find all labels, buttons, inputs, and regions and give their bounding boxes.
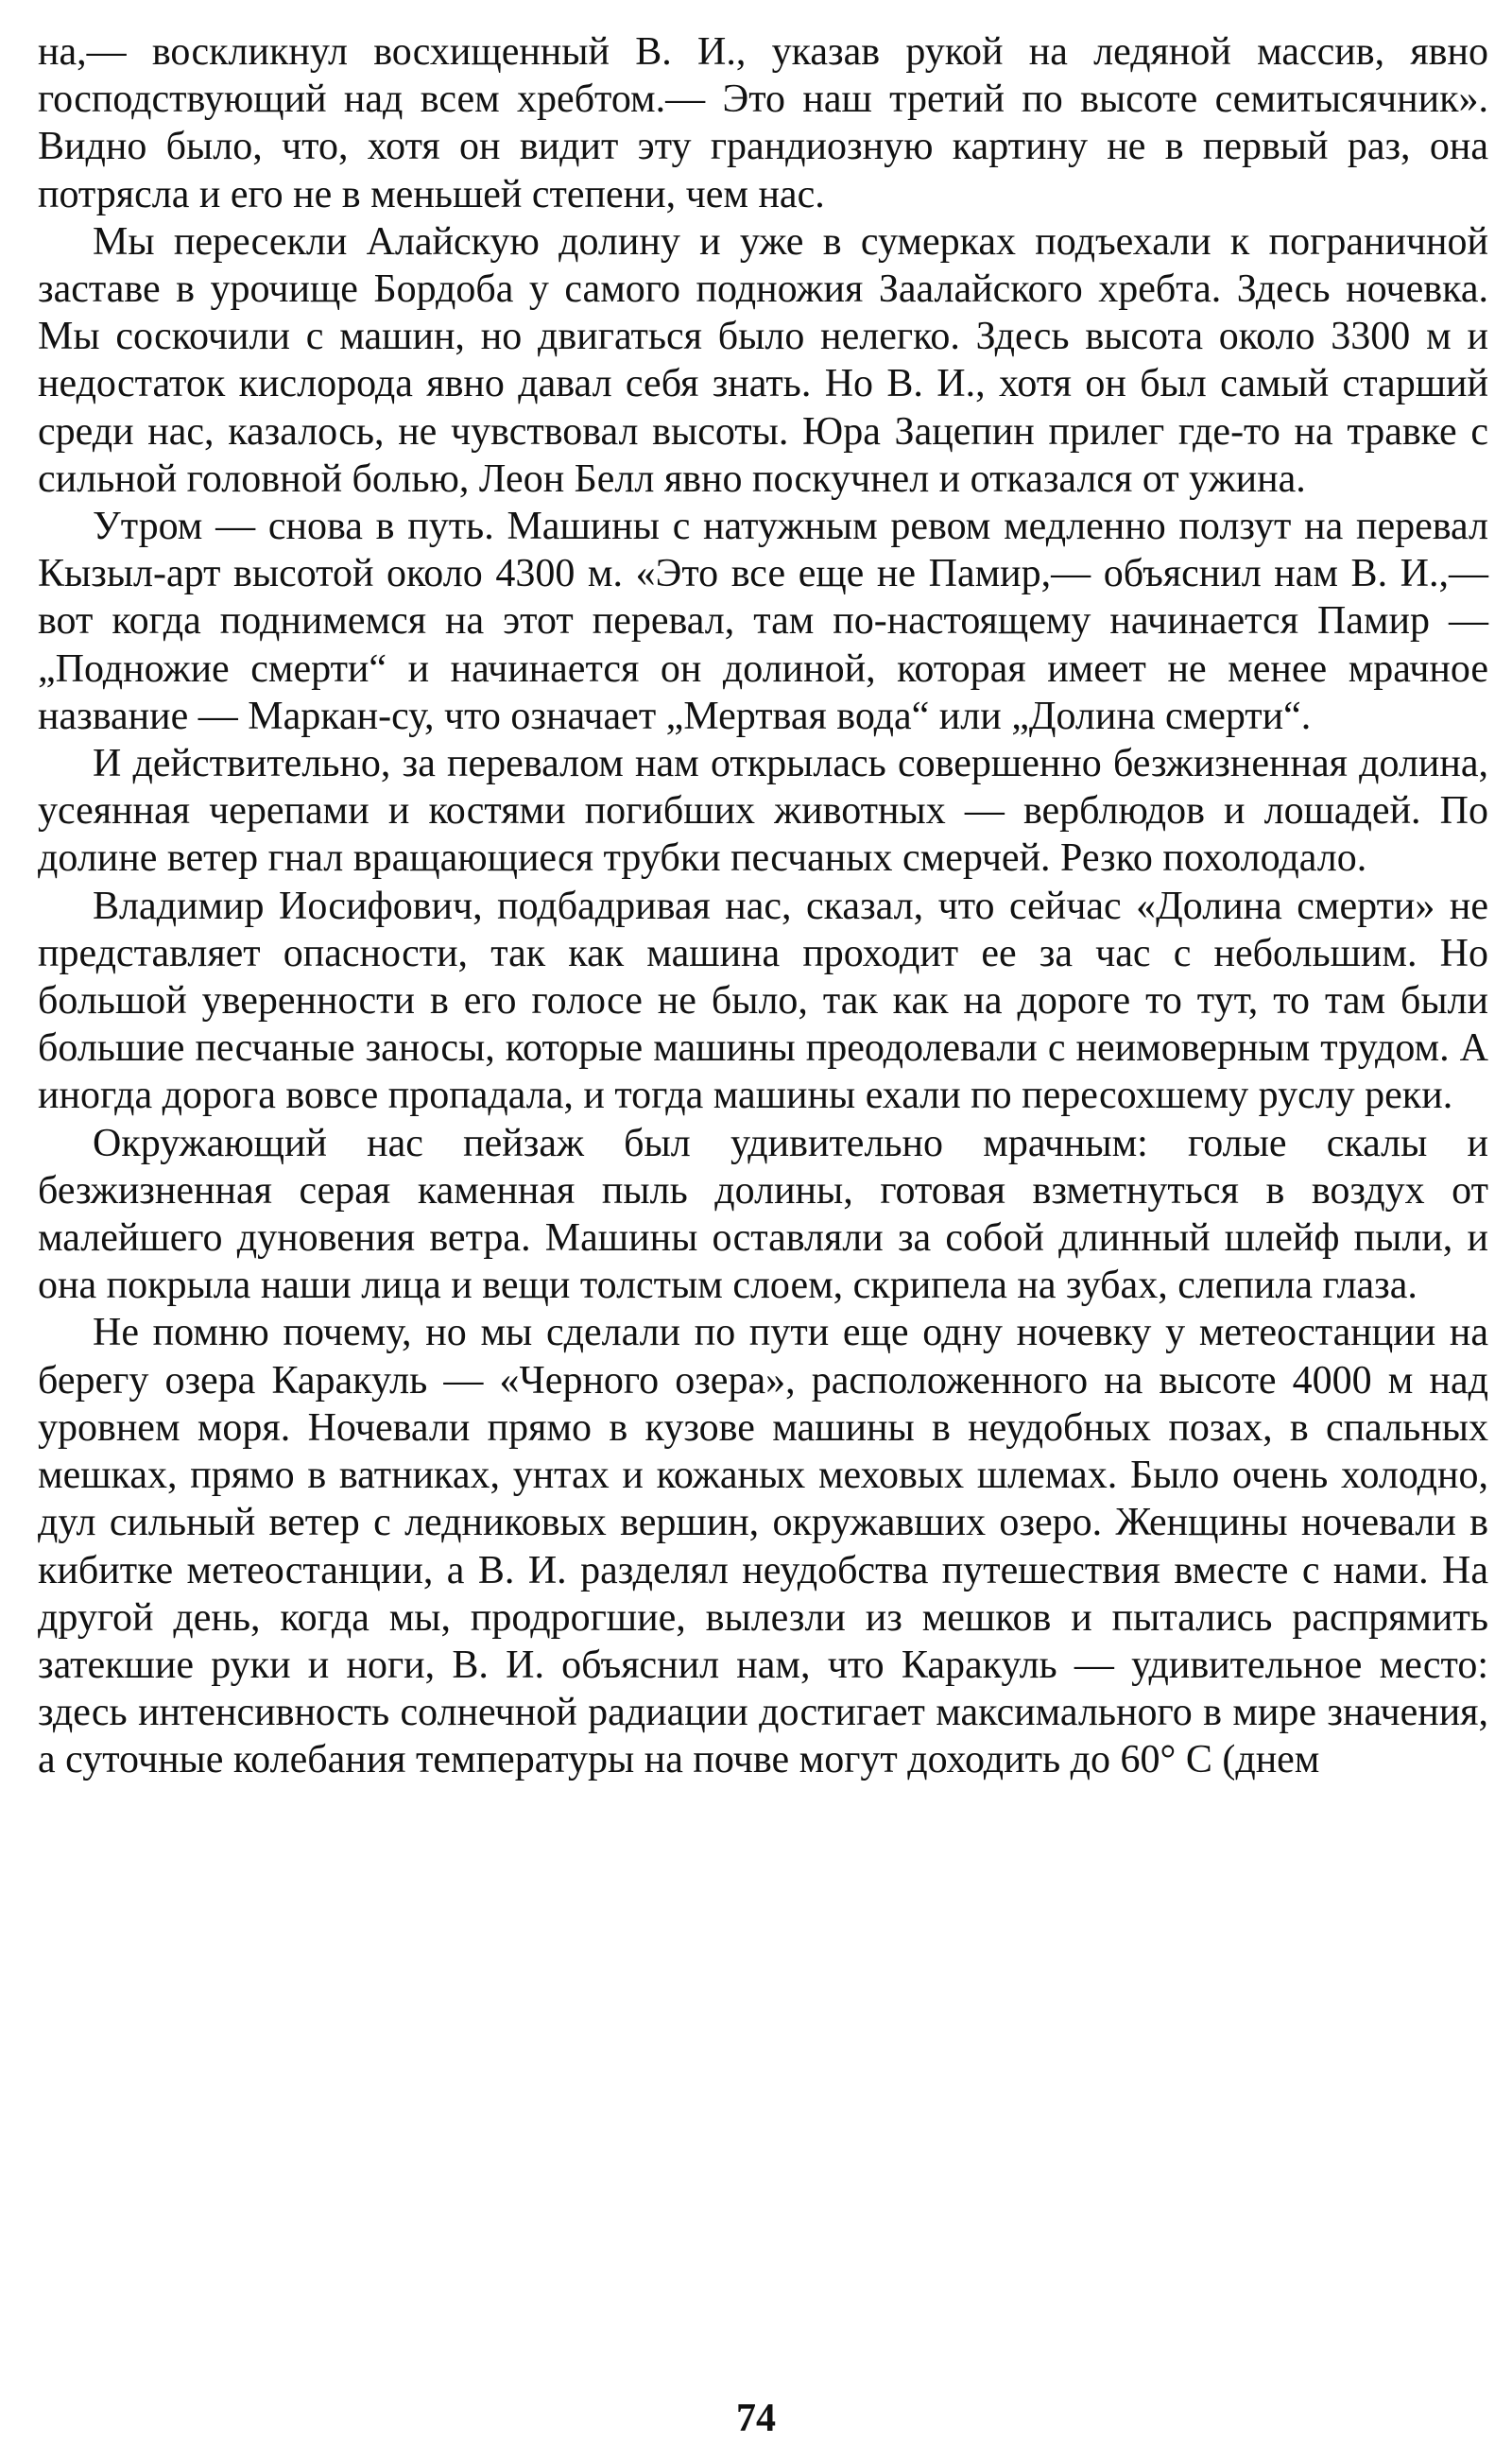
paragraph-valley-of-death: Владимир Иосифович, подбадривая нас, сказал, что сейчас «Долина смерти» не представляет опасности, так как машина проходит ее за час с небольшим. Но большой уверенности в его голосе не было, так как на дороге то тут, то там были большие песчаные заносы, которые машины преодолевали с неимоверным трудом. А иногда дорога вовсе пропадала, и тогда машины ехали по пересохшему руслу реки. [38, 884, 1488, 1118]
page-number: 74 [736, 2397, 776, 2440]
paragraph-karakul-lake: Не помню почему, но мы сделали по пути еще одну ночевку у метеостанции на берегу озера Каракуль — «Черного озера», расположенного на высоте 4000 м над уровнем моря. Ночевали прямо в кузове машины в неудобных позах, в спальных мешках, прямо в ватниках, унтах и кожаных меховых шлемах. Было очень холодно, дул сильный ветер с ледниковых вершин, окружавших озеро. Женщины ночевали в кибитке метеостанции, а В. И. разделял неудобства путешествия вместе с нами. На другой день, когда мы, продрогшие, вылезли из мешков и пытались распрямить затекшие руки и ноги, В. И. объяснил нам, что Каракуль — удивительное место: здесь интенсивность солнечной радиации достигает максимального в мире значения, а суточные колебания температуры на почве могут доходить до 60° С (днем [38, 1311, 1488, 1782]
paragraph-lifeless-valley: И действительно, за перевалом нам открылась совершенно безжизненная долина, усеянная черепами и костями погибших животных — верблюдов и лошадей. По долине ветер гнал вращающиеся трубки песчаных смерчей. Резко похолодало. [38, 742, 1488, 881]
paragraph-continuation: на,— воскликнул восхищенный В. И., указав рукой на ледяной массив, явно господствующий над всем хребтом.— Это наш третий по высоте семитысячник». Видно было, что, хотя он видит эту грандиозную картину не в первый раз, она потрясла и его не в меньшей степени, чем нас. [38, 30, 1488, 216]
paragraph-landscape: Окружающий нас пейзаж был удивительно мрачным: голые скалы и безжизненная серая каменная пыль долины, готовая взметнуться в воздух от малейшего дуновения ветра. Машины оставляли за собой длинный шлейф пыли, и она покрыла наши лица и вещи толстым слоем, скрипела на зубах, слепила глаза. [38, 1121, 1488, 1308]
paragraph-alai-valley: Мы пересекли Алайскую долину и уже в сумерках подъехали к пограничной заставе в урочище Бордоба у самого подножия Заалайского хребта. Здесь ночевка. Мы соскочили с машин, но двигаться было нелегко. Здесь высота около 3300 м и недостаток кислорода явно давал себя знать. Но В. И., хотя он был самый старший среди нас, казалось, не чувствовал высоты. Юра Зацепин прилег где-то на травке с сильной головной болью, Леон Белл явно поскучнел и отказался от ужина. [38, 219, 1488, 501]
page-body [38, 28, 1488, 1784]
paragraph-kyzyl-art-pass: Утром — снова в путь. Машины с натужным ревом медленно ползут на перевал Кызыл-арт высотой около 4300 м. «Это все еще не Памир,— объяснил нам В. И.,— вот когда поднимемся на этот перевал, там по-настоящему начинается Памир — „Подножие смерти“ и начинается он долиной, которая имеет не менее мрачное название — Маркан-су, что означает „Мертвая вода“ или „Долина смерти“. [38, 505, 1488, 738]
